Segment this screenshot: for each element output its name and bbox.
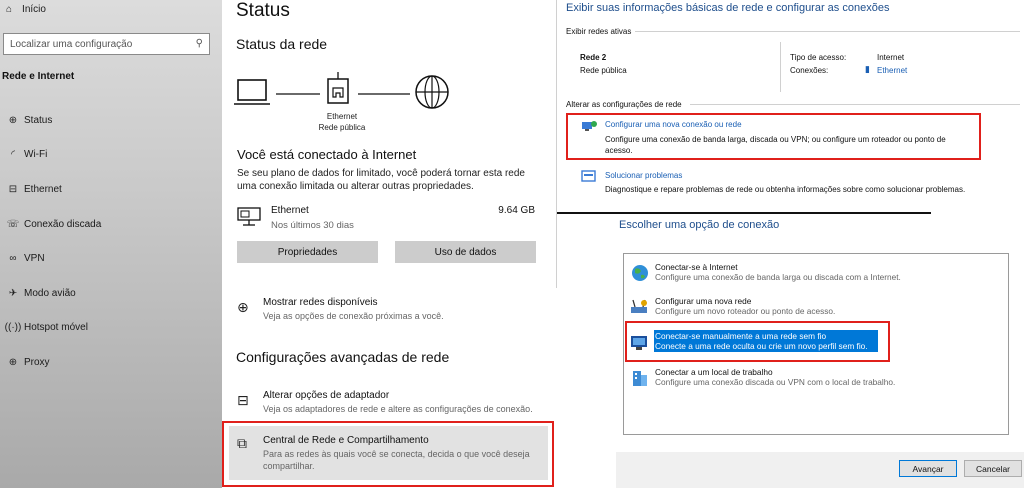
sidebar-item-label: Hotspot móvel	[24, 321, 88, 333]
option-desc: Configure um novo roteador ou ponto de acesso.	[655, 306, 836, 316]
sharing-center-desc: Para as redes às quais você se conecta, decida o que você deseja compartilhar.	[263, 449, 530, 471]
active-network-name: Rede 2	[580, 53, 607, 62]
troubleshoot-link[interactable]: Solucionar problemas	[605, 171, 683, 180]
active-networks-label: Exibir redes ativas	[566, 27, 632, 36]
adapter-options-link[interactable]	[237, 390, 547, 418]
properties-button[interactable]: Propriedades	[237, 241, 378, 263]
panel-divider	[556, 0, 557, 288]
show-networks-desc: Veja as opções de conexão próximas a você.	[263, 311, 444, 321]
group-divider	[635, 31, 1020, 32]
sharing-center-title: Central de Rede e Compartilhamento	[263, 435, 429, 446]
option-desc: Configure uma conexão discada ou VPN com o local de trabalho.	[655, 377, 896, 387]
network-center-header: Exibir suas informações básicas de rede e configurar as conexões	[566, 2, 890, 14]
diagram-caption-adapter: Ethernet	[326, 112, 358, 121]
search-placeholder: Localizar uma configuração	[10, 39, 133, 50]
next-button[interactable]: Avançar	[899, 460, 957, 477]
sidebar-item-vpn[interactable]	[2, 249, 45, 267]
show-networks-link[interactable]	[237, 297, 547, 325]
ethernet-connection-icon: ▮	[865, 64, 870, 74]
ethernet-monitor-icon	[237, 207, 261, 227]
connected-title: Você está conectado à Internet	[237, 147, 417, 162]
cancel-button[interactable]: Cancelar	[964, 460, 1022, 477]
sidebar-item-label: Status	[24, 114, 53, 126]
diagram-caption	[316, 111, 368, 133]
highlight-box-new-connection	[566, 113, 981, 160]
adapter-name: Ethernet	[271, 205, 309, 216]
search-icon: ⚲	[195, 38, 203, 49]
sidebar-item-label: Wi-Fi	[24, 148, 48, 160]
connected-description: Se seu plano de dados for limitado, você poderá tornar esta rede uma conexão limitada ou alterar outras propriedades.	[237, 168, 525, 192]
router-icon	[629, 297, 651, 317]
change-settings-label: Alterar as configurações de rede	[566, 100, 682, 109]
option-setup-network[interactable]	[627, 294, 1005, 322]
ethernet-connection-link[interactable]: Ethernet	[877, 66, 908, 75]
globe-network-icon: ⊕	[237, 299, 249, 315]
sidebar-item-label: VPN	[24, 252, 45, 264]
option-title: Conectar-se à Internet	[655, 262, 738, 272]
group-divider	[690, 104, 1020, 105]
hotspot-icon: ((·))	[4, 321, 22, 333]
sidebar-item-dialup[interactable]	[2, 215, 101, 233]
adapter-options-desc: Veja os adaptadores de rede e altere as configurações de conexão.	[263, 404, 533, 414]
section-title-network-status: Status da rede	[236, 36, 328, 52]
advanced-settings-title: Configurações avançadas de rede	[236, 349, 450, 365]
data-usage-button[interactable]: Uso de dados	[395, 241, 536, 263]
sidebar-item-wifi[interactable]	[2, 145, 47, 163]
sidebar-item-ethernet[interactable]	[2, 180, 62, 198]
globe-icon: ⊕	[8, 114, 18, 126]
airplane-icon: ✈	[8, 287, 18, 299]
wizard-footer	[616, 452, 1024, 488]
connections-label: Conexões:	[790, 66, 829, 75]
option-title: Configurar uma nova rede	[655, 296, 752, 306]
internet-globe-icon	[416, 76, 448, 108]
option-title: Conectar-se manualmente a uma rede sem fio	[655, 331, 827, 341]
show-networks-title: Mostrar redes disponíveis	[263, 297, 378, 308]
adapter-period: Nos últimos 30 dias	[271, 220, 354, 231]
sidebar-heading: Rede e Internet	[2, 71, 75, 82]
adapter-usage-row	[237, 205, 535, 235]
sidebar-item-status[interactable]	[2, 111, 52, 129]
option-workplace[interactable]	[627, 365, 1005, 393]
section-separator	[557, 212, 931, 214]
new-connection-desc: Configure uma conexão de banda larga, discada ou VPN; ou configure um roteador ou ponto de acesso.	[605, 135, 946, 155]
info-divider	[780, 42, 781, 92]
settings-sidebar	[0, 0, 222, 488]
new-connection-link[interactable]: Configurar uma nova conexão ou rede	[605, 120, 742, 129]
computer-icon	[234, 80, 270, 104]
dialup-icon: ☏	[6, 218, 20, 230]
option-desc: Conecte a uma rede oculta ou crie um novo perfil sem fio.	[655, 341, 868, 351]
internet-globe-icon	[629, 263, 651, 283]
ethernet-icon: ⊟	[8, 183, 18, 195]
wizard-title: Escolher uma opção de conexão	[619, 219, 780, 231]
ethernet-port-icon	[328, 72, 348, 103]
search-input[interactable]	[3, 33, 210, 55]
troubleshoot-icon	[581, 170, 597, 184]
workplace-icon	[629, 368, 651, 388]
highlight-box-sharing-center	[222, 421, 554, 487]
vpn-icon: ∞	[9, 252, 17, 264]
option-desc: Configure uma conexão de banda larga ou discada com a Internet.	[655, 272, 901, 282]
home-nav-item[interactable]	[6, 4, 46, 15]
sidebar-item-label: Conexão discada	[24, 218, 102, 230]
adapter-data-usage: 9.64 GB	[498, 205, 535, 216]
wifi-icon: ◜	[11, 148, 15, 160]
highlight-box-manual-wireless	[625, 321, 890, 362]
access-type-value: Internet	[877, 53, 905, 62]
home-label: Início	[22, 4, 46, 15]
proxy-icon: ⊕	[8, 356, 18, 368]
diagram-caption-network-type: Rede pública	[318, 123, 366, 132]
adapter-monitor-icon: ⊟	[237, 392, 249, 408]
adapter-options-title: Alterar opções de adaptador	[263, 390, 390, 401]
sharing-center-icon: ⧉	[237, 435, 247, 451]
sidebar-item-label: Modo avião	[24, 287, 76, 299]
troubleshoot-desc: Diagnostique e repare problemas de rede ou obtenha informações sobre como solucionar problemas.	[605, 185, 966, 194]
sidebar-item-proxy[interactable]	[2, 353, 50, 371]
option-connect-internet[interactable]	[627, 260, 1005, 288]
page-title: Status	[236, 0, 290, 21]
active-network-type: Rede pública	[580, 66, 627, 75]
sidebar-item-label: Ethernet	[24, 183, 62, 195]
option-title: Conectar a um local de trabalho	[655, 367, 773, 377]
sidebar-item-label: Proxy	[24, 356, 50, 368]
access-type-label: Tipo de acesso:	[790, 53, 847, 62]
sidebar-item-airplane[interactable]	[2, 284, 76, 302]
sidebar-item-hotspot[interactable]	[2, 318, 88, 336]
home-icon: ⌂	[6, 4, 13, 15]
